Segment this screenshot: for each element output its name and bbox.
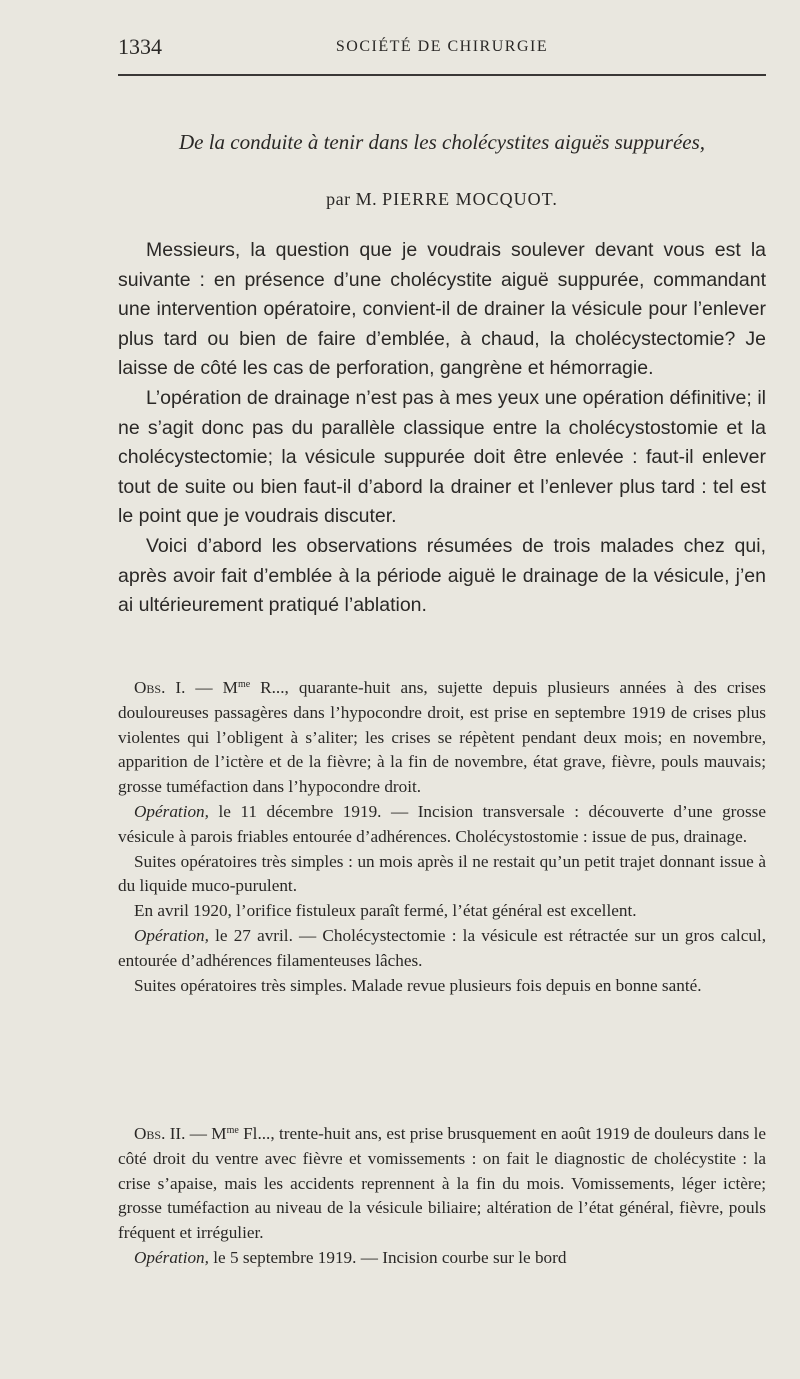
obs1-case	[118, 676, 766, 800]
observation-2	[118, 1122, 766, 1271]
intro-section	[118, 236, 766, 621]
obs1-suites-1: Suites opératoires très simples : un mois après il ne restait qu’un petit trajet donnant issue à du liquide muco-purulent.	[118, 851, 766, 896]
observation-1	[118, 676, 766, 998]
obs1-op2-label: Opération,	[134, 925, 209, 945]
obs2-honorific-sup: me	[226, 1125, 239, 1136]
obs1-dash: —	[185, 678, 223, 697]
obs2-patient-text: Fl..., trente-huit ans, est prise brusquement en août 1919 de douleurs dans le côté droit du ventre avec fièvre et vomissements : on fait le diagnostic de cholécystite : la crise s’apaise, mais les accidents reprennent à la fin du mois. Vomissements, léger ictère; grosse tuméfaction au niveau de la vésicule biliaire; altération de l’état général, fièvre, pouls fréquent et irrégulier.	[118, 1124, 766, 1243]
article-author	[118, 189, 766, 210]
article-title: De la conduite à tenir dans les cholécystites aiguës suppurées,	[178, 130, 706, 154]
intro-paragraph-3: Voici d’abord les observations résumées de trois malades chez qui, après avoir fait d’emblée à la période aiguë le drainage de la vésicule, j’en ai ultérieurement pratiqué l’ablation.	[118, 534, 766, 617]
running-head: SOCIÉTÉ DE CHIRURGIE	[335, 38, 549, 55]
obs1-operation-2	[118, 924, 766, 974]
author-name: PIERRE MOCQUOT.	[382, 189, 558, 209]
obs2-operation	[118, 1246, 766, 1271]
obs1-op1-text: le 11 décembre 1919. — Incision transversale : découverte d’une grosse vésicule à parois friables entourée d’adhérences. Cholécystostomie : issue de pus, drainage.	[118, 801, 766, 846]
intro-paragraph-1: Messieurs, la question que je voudrais soulever devant vous est la suivante : en présence d’une cholécystite aiguë suppurée, commandant une intervention opératoire, convient-il de drainer la vésicule pour l’enlever plus tard ou bien de faire d’emblée, à chaud, la cholécystectomie? Je laisse de côté les cas de perforation, gangrène et hémorragie.	[118, 239, 766, 380]
obs1-label: Obs. I.	[134, 678, 186, 697]
obs1-op2-text: le 27 avril. — Cholécystectomie : la vésicule est rétractée sur un gros calcul, entourée d’adhérences filamenteuses lâches.	[118, 925, 766, 970]
page-number: 1334	[118, 34, 162, 59]
obs1-patient-text: R..., quarante-huit ans, sujette depuis plusieurs années à des crises douloureuses passagères dans l’hypocondre droit, est prise en septembre 1919 de crises plus violentes qui l’obligent à s’aliter; les crises se répètent pendant deux mois; en novembre, apparition de l’ictère et de la fièvre; à la fin de novembre, état grave, fièvre, pouls mauvais; grosse tuméfaction dans l’hypocondre droit.	[118, 678, 766, 797]
obs2-honorific: M	[211, 1124, 227, 1143]
obs2-op-text: le 5 septembre 1919. — Incision courbe sur le bord	[208, 1247, 567, 1267]
header-rule	[118, 74, 766, 76]
intro-paragraph-2: L’opération de drainage n’est pas à mes yeux une opération définitive; il ne s’agit donc pas du parallèle classique entre la cholécystostomie et la cholécystectomie; la vésicule suppurée doit être enlevée : faut-il enlever tout de suite ou bien faut-il d’abord la drainer et l’enlever plus tard : tel est le point que je voudrais discuter.	[118, 386, 766, 528]
obs1-suites-2: Suites opératoires très simples. Malade revue plusieurs fois depuis en bonne santé.	[134, 975, 702, 995]
obs1-avril: En avril 1920, l’orifice fistuleux paraît fermé, l’état général est excellent.	[134, 901, 637, 921]
obs1-honorific: M	[222, 678, 238, 697]
obs2-label: Obs. II.	[134, 1124, 186, 1143]
author-prefix: par M.	[326, 189, 378, 209]
obs1-honorific-sup: me	[237, 679, 251, 690]
obs1-operation-1	[118, 800, 766, 850]
obs2-case	[118, 1122, 766, 1246]
obs2-op-label: Opération,	[134, 1247, 209, 1267]
obs1-op1-label: Opération,	[134, 801, 209, 821]
obs2-dash: —	[185, 1124, 212, 1143]
page-header	[118, 28, 766, 62]
